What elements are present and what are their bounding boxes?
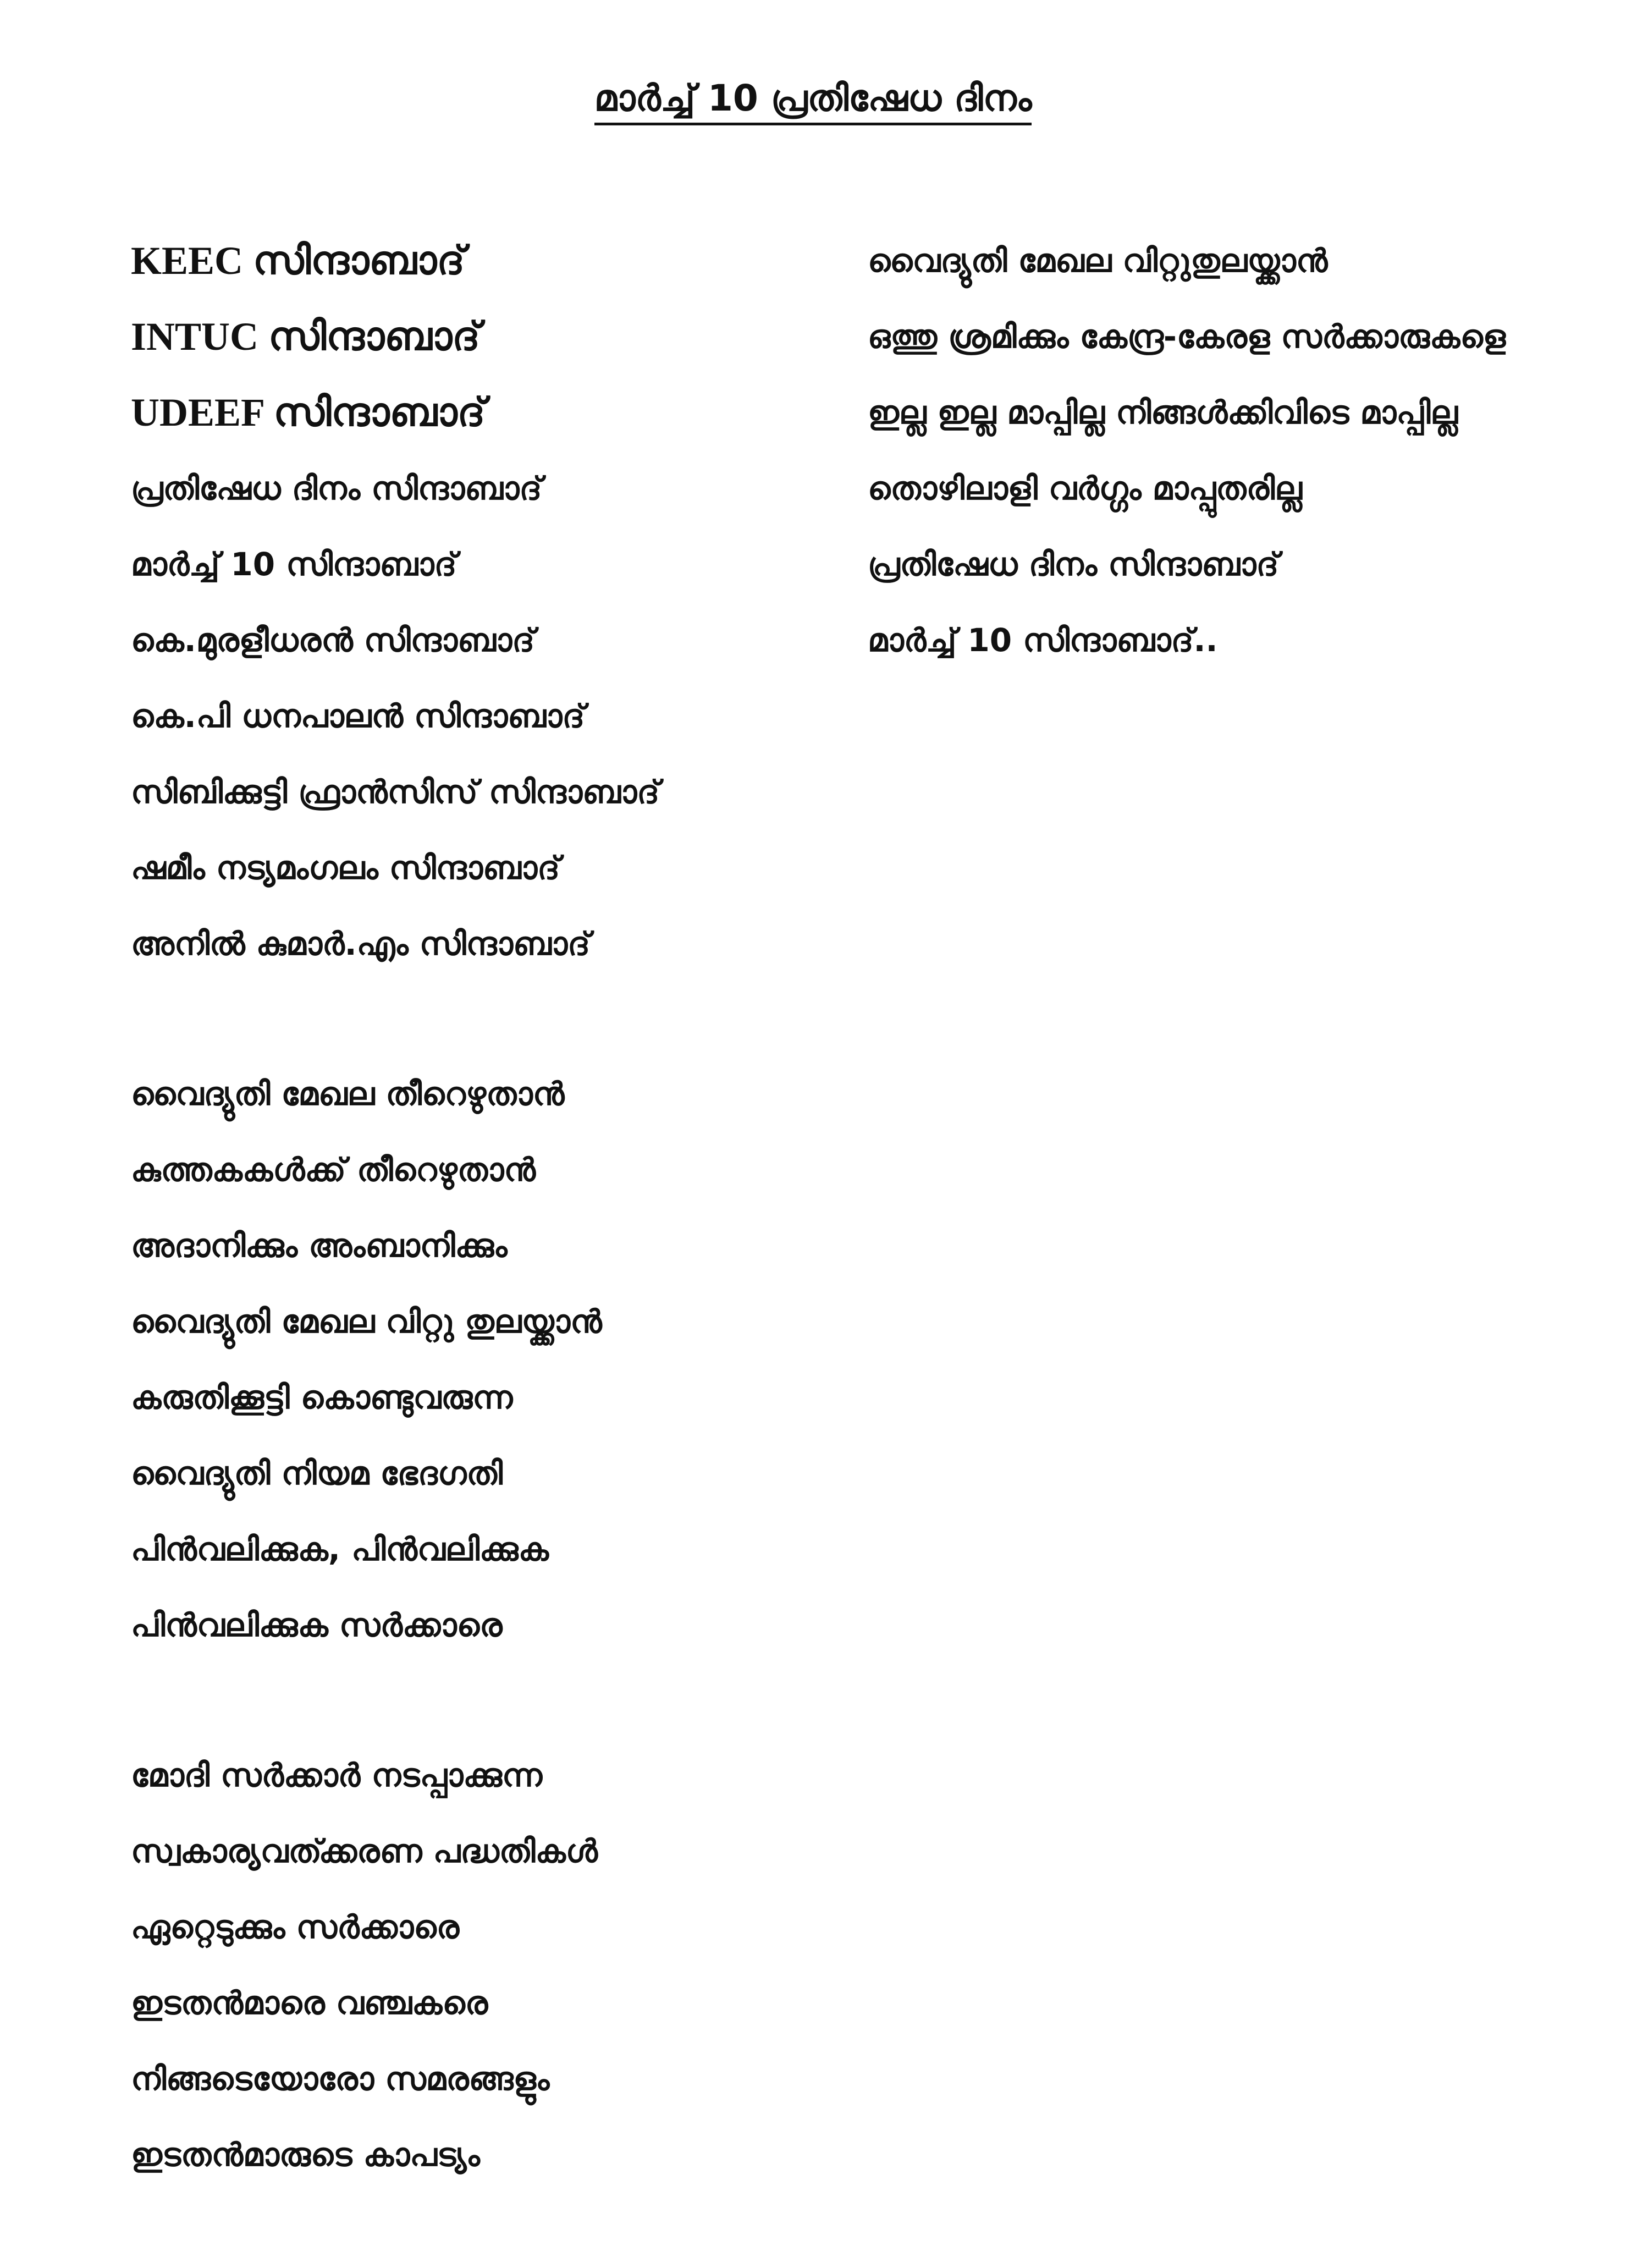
slogan-line: അനിൽ കുമാർ.എം സിന്ദാബാദ്: [131, 925, 591, 962]
page-title: മാർച്ച് 10 പ്രതിഷേധ ദിനം: [594, 77, 1032, 125]
slogan-line: കുത്തകകൾക്ക് തീറെഴുതാൻ: [131, 1151, 536, 1188]
slogan-line: വൈദ്യുതി മേഖല വിറ്റുതുലയ്ക്കാൻ: [868, 242, 1328, 279]
slogan-line: പ്രതിഷേധ ദിനം സിന്ദാബാദ്: [868, 546, 1279, 583]
slogan-line: കെ.പി ധനപാലൻ സിന്ദാബാദ്: [131, 697, 585, 735]
slogan-line: കരുതിക്കൂട്ടി കൊണ്ടുവരുന്ന: [131, 1379, 513, 1416]
slogan-line: KEEC സിന്ദാബാദ്: [131, 239, 465, 283]
slogan-line: വൈദ്യുതി മേഖല തീറെഴുതാൻ: [131, 1075, 565, 1113]
slogan-line: മാർച്ച് 10 സിന്ദാബാദ്..: [868, 621, 1218, 659]
slogan-line: മാർച്ച് 10 സിന്ദാബാദ്: [131, 546, 457, 583]
slogan-line: വൈദ്യുതി മേഖല വിറ്റു തുലയ്ക്കാൻ: [131, 1303, 602, 1340]
slogan-line: ഇടതൻമാരെ വഞ്ചകരെ: [131, 1984, 488, 2022]
stanza-gap: [131, 982, 846, 1056]
slogan-line: ഒത്തു ശ്രമിക്കും കേന്ദ്ര-കേരള സർക്കാരുകളെ: [868, 318, 1506, 355]
slogan-line: UDEEF സിന്ദാബാദ്: [131, 390, 486, 434]
slogan-line: പിൻവലിക്കുക, പിൻവലിക്കുക: [131, 1531, 549, 1568]
slogan-line: സ്വകാര്യവത്ക്കരണ പദ്ധതികൾ: [131, 1832, 598, 1870]
stanza-gap: [131, 1663, 846, 1737]
slogan-line: ഇടതൻമാരുടെ കാപട്യം: [131, 2136, 480, 2173]
slogan-line: തൊഴിലാളി വർഗ്ഗം മാപ്പുതരില്ല: [868, 470, 1302, 507]
slogan-line: ഷമീം നട്യമംഗലം സിന്ദാബാദ്: [131, 849, 560, 887]
right-column: [868, 223, 1616, 678]
slogan-line: കെ.മുരളീധരൻ സിന്ദാബാദ്: [131, 621, 535, 659]
slogan-line: മോദി സർക്കാർ നടപ്പാക്കുന്ന: [131, 1757, 543, 1794]
slogan-line: പിൻവലിക്കുക സർക്കാരെ: [131, 1606, 503, 1644]
slogan-line: പ്രതിഷേധ ദിനം സിന്ദാബാദ്: [131, 470, 542, 507]
left-column: [131, 223, 846, 2193]
slogan-line: അദാനിക്കും അംബാനിക്കും: [131, 1227, 508, 1264]
slogan-line: സിബിക്കുട്ടി ഫ്രാൻസിസ് സിന്ദാബാദ്: [131, 773, 660, 811]
page-title-wrap: [0, 77, 1626, 120]
slogan-line: നിങ്ങടെയോരോ സമരങ്ങളും: [131, 2060, 550, 2098]
slogan-line: ഇല്ല ഇല്ല മാപ്പില്ല നിങ്ങൾക്കിവിടെ മാപ്പില്ല: [868, 394, 1458, 431]
slogan-line: വൈദ്യുതി നിയമ ഭേദഗതി: [131, 1455, 503, 1492]
slogan-line: INTUC സിന്ദാബാദ്: [131, 315, 481, 359]
slogan-line: ഏറ്റെടുക്കും സർക്കാരെ: [131, 1908, 460, 1946]
